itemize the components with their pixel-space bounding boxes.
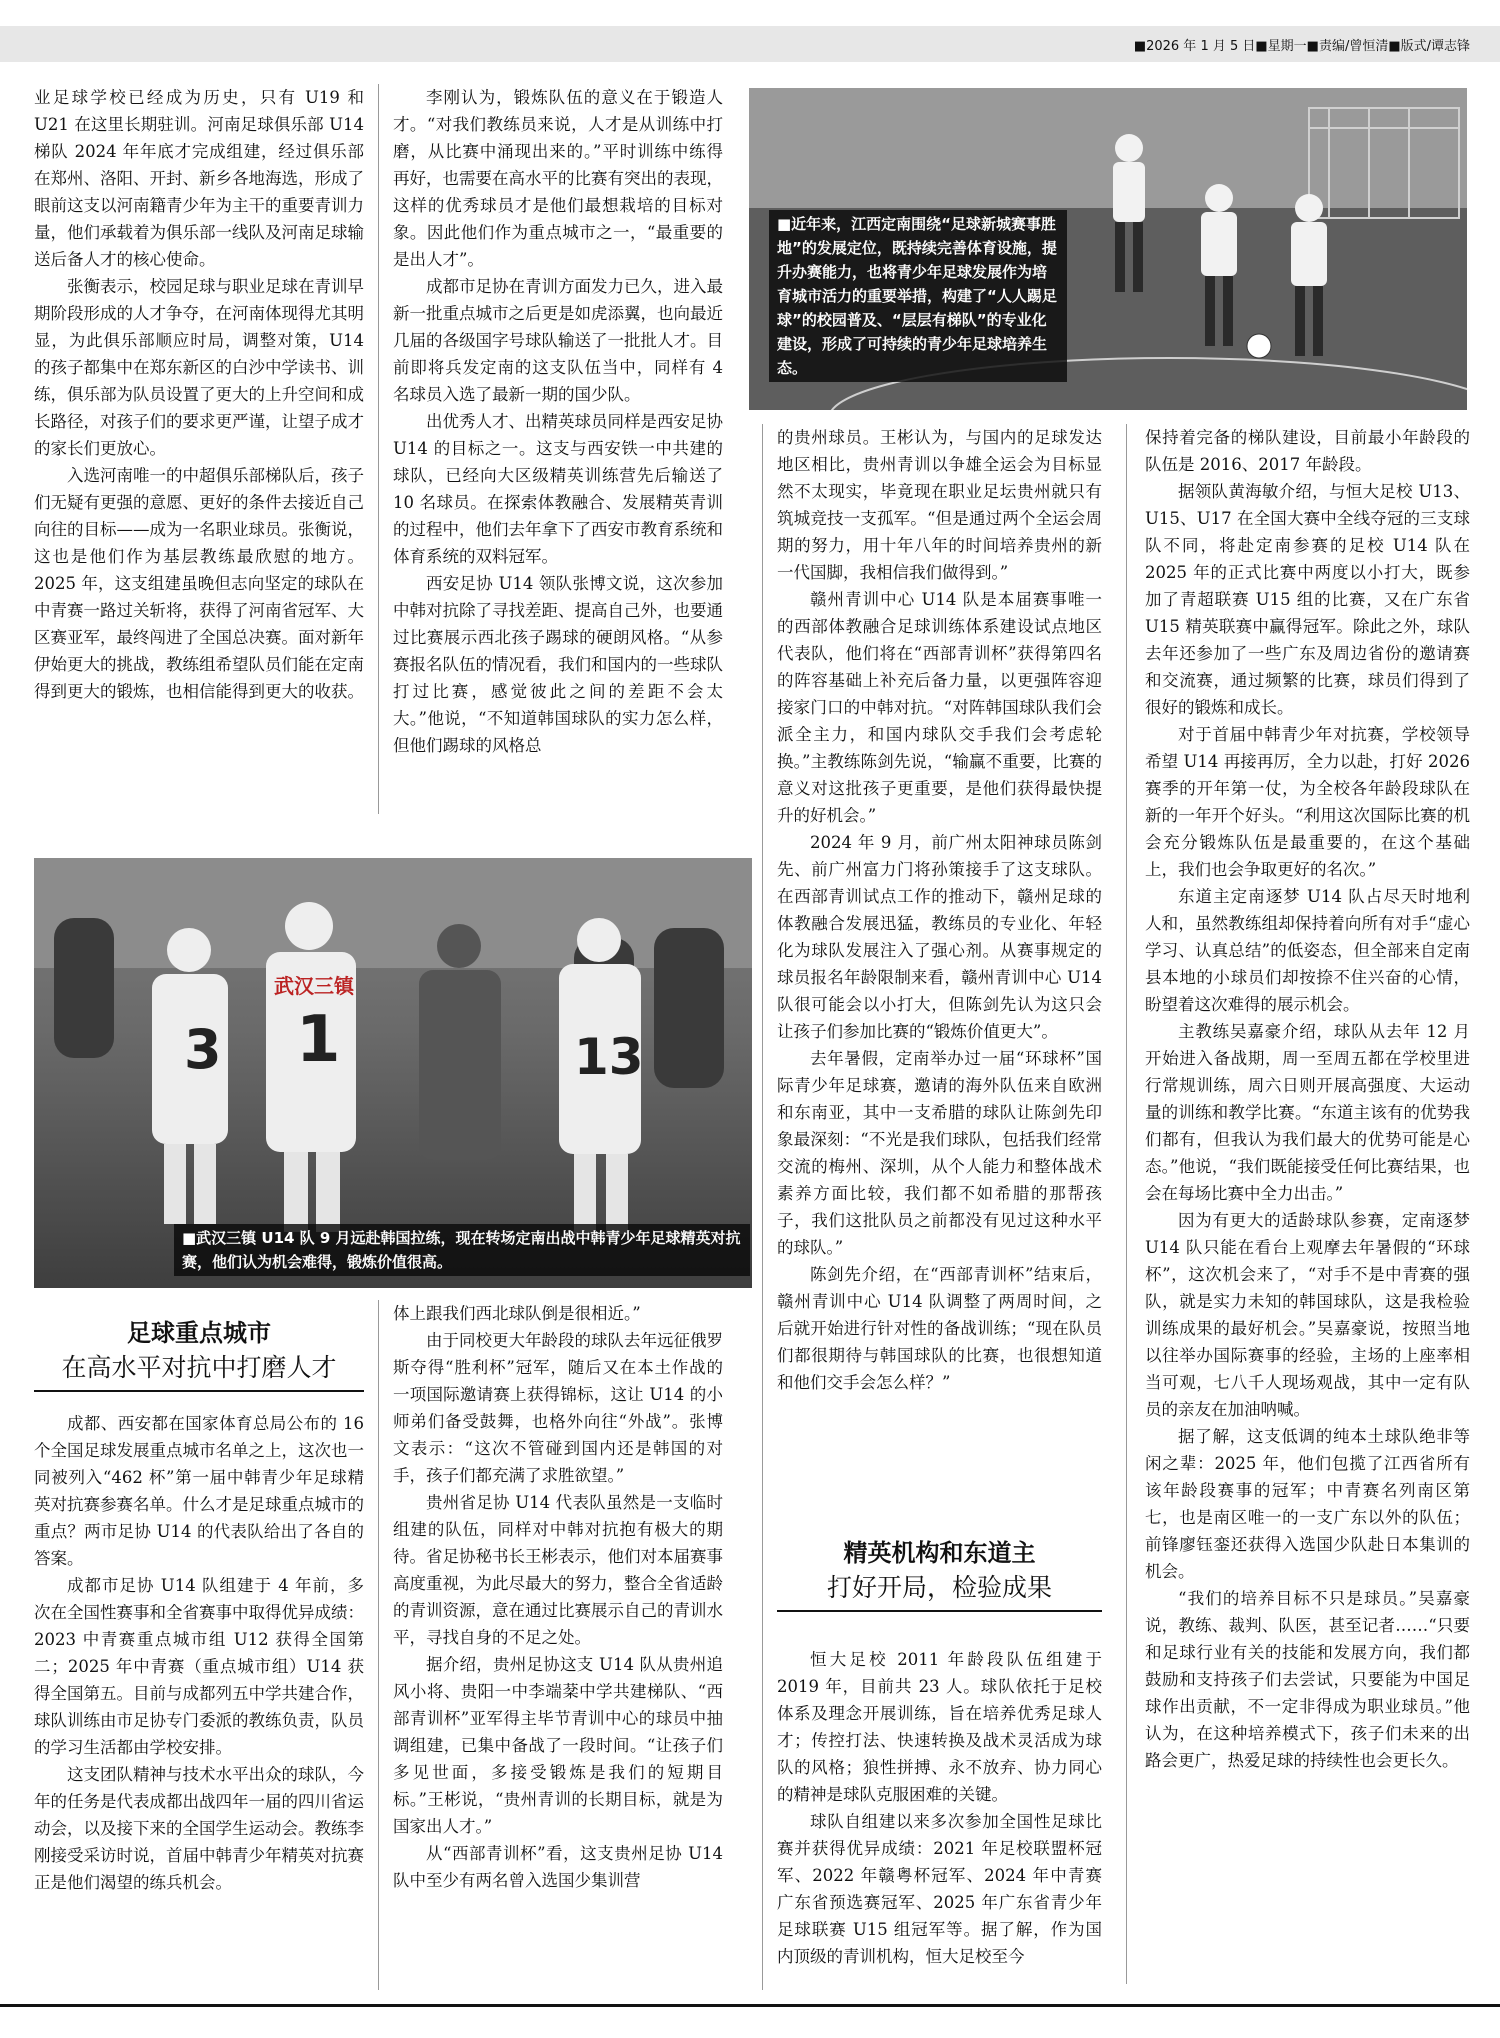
photo-caption-left: ■武汉三镇 U14 队 9 月远赴韩国拉练，现在转场定南出战中韩青少年足球精英对抗赛，他们认为机会难得，锻炼价值很高。 — [174, 1224, 750, 1276]
section-subtitle: 在高水平对抗中打磨人才 — [34, 1350, 364, 1392]
column-1-bottom — [34, 1410, 364, 1990]
column-2-top — [393, 84, 723, 824]
jersey-number-1: 1 — [296, 1003, 341, 1077]
section-title: 足球重点城市 — [127, 1319, 271, 1347]
paragraph: 陈剑先介绍，在“西部青训杯”结束后，赣州青训中心 U14 队调整了两周时间，之后就开始进行针对性的备战训练；“现在队员们都很期待与韩国球队的比赛，也很想知道和他们交手会怎么样？” — [777, 1265, 1102, 1392]
paragraph: 的贵州球员。王彬认为，与国内的足球发达地区相比，贵州青训以争雄全运会为目标显然不太现实，毕竟现在职业足坛贵州就只有筑城竞技一支孤军。“但是通过两个全运会周期的努力，用十年八年的时间培养贵州的新一代国脚，我相信我们做得到。” — [777, 428, 1102, 582]
paragraph: 对于首届中韩青少年对抗赛，学校领导希望 U14 再接再厉，全力以赴，打好 2026 赛季的开年第一仗，为全校各年龄段球队在新的一年开个好头。“利用这次国际比赛的机会充分锻炼队伍是最重要的，在这个基础上，我们也会争取更好的名次。” — [1145, 725, 1470, 879]
photo-wuhan-team — [34, 858, 752, 1288]
section-title: 精英机构和东道主 — [843, 1539, 1036, 1567]
column-4 — [1145, 424, 1470, 1990]
paragraph: 西安足协 U14 领队张博文说，这次参加中韩对抗除了寻找差距、提高自己外，也要通过比赛展示西北孩子踢球的硬朗风格。“从参赛报名队伍的情况看，我们和国内的一些球队打过比赛，感觉彼此之间的差距不会太大。”他说，“不知道韩国球队的实力怎么样，但他们踢球的风格总 — [393, 574, 723, 755]
paragraph: 出优秀人才、出精英球员同样是西安足协 U14 的目标之一。这支与西安铁一中共建的球队，已经向大区级精英训练营先后输送了 10 名球员。在探索体教融合、发展精英青训的过程中，他们去年拿下了西安市教育系统和体育系统的双料冠军。 — [393, 412, 723, 566]
paragraph: 成都市足协在青训方面发力已久，进入最新一批重点城市之后更是如虎添翼，也向最近几届的各级国字号球队输送了一批批人才。目前即将兵发定南的这支队伍当中，同样有 4 名球员入选了最新一期的国少队。 — [393, 277, 723, 404]
paragraph: 去年暑假，定南举办过一届“环球杯”国际青少年足球赛，邀请的海外队伍来自欧洲和东南亚，其中一支希腊的球队让陈剑先印象最深刻：“不光是我们球队，包括我们经常交流的梅州、深圳，从个人能力和整体战术素养方面比较，我们都不如希腊的那帮孩子，我们这批队员之前都没有见过这种水平的球队。” — [777, 1049, 1102, 1257]
paragraph: 主教练吴嘉豪介绍，球队从去年 12 月开始进入备战期，周一至周五都在学校里进行常规训练，周六日则开展高强度、大运动量的训练和教学比赛。“东道主该有的优势我们都有，但我认为我们最大的优势可能是心态。”他说，“我们既能接受任何比赛结果，也会在每场比赛中全力出击。” — [1145, 1022, 1470, 1203]
paragraph: 因为有更大的适龄球队参赛，定南逐梦 U14 队只能在看台上观摩去年暑假的“环球杯”，这次机会来了，“对手不是中青赛的强队，就是实力未知的韩国球队，这是我检验训练成果的最好机会。”吴嘉豪说，按照当地以往举办国际赛事的经验，主场的上座率相当可观，七八千人现场观战，其中一定有队员的亲友在加油呐喊。 — [1145, 1211, 1470, 1419]
paragraph: 据领队黄海敏介绍，与恒大足校 U13、U15、U17 在全国大赛中全线夺冠的三支球队不同，将赴定南参赛的足校 U14 队在 2025 年的正式比赛中两度以小打大，既参加了青超联赛 U15 组的比赛，又在广东省 U15 精英联赛中赢得冠军。除此之外，球队去年还参加了一些广东及周边省份的邀请赛和交流赛，通过频繁的比赛，球员们得到了很好的锻炼和成长。 — [1145, 482, 1470, 717]
paragraph: 李刚认为，锻炼队伍的意义在于锻造人才。“对我们教练员来说，人才是从训练中打磨，从比赛中涌现出来的。”平时训练中练得再好，也需要在高水平的比赛有突出的表现，这样的优秀球员才是他们最想栽培的目标对象。因此他们作为重点城市之一，“最重要的是出人才”。 — [393, 88, 723, 269]
section-heading-1 — [34, 1316, 364, 1392]
column-3-bottom — [777, 1646, 1102, 1990]
jersey-number-13: 13 — [574, 1028, 644, 1086]
paragraph: 从“西部青训杯”看，这支贵州足协 U14 队中至少有两名曾入选国少集训营 — [393, 1844, 723, 1890]
column-3 — [777, 424, 1102, 1586]
section-heading-2 — [777, 1536, 1102, 1612]
photo-youth-match — [749, 88, 1467, 410]
paragraph: “我们的培养目标不只是球员。”吴嘉豪说，教练、裁判、队医，甚至记者……“只要和足球行业有关的技能和发展方向，我们都鼓励和支持孩子们去尝试，只要能为中国足球作出贡献，不一定非得成为职业球员。”他认为，在这种培养模式下，孩子们未来的出路会更广，热爱足球的持续性也会更长久。 — [1145, 1589, 1470, 1770]
column-divider — [762, 424, 763, 1990]
column-divider — [1126, 424, 1127, 1984]
jersey-number-3: 3 — [184, 1018, 222, 1081]
paragraph: 入选河南唯一的中超俱乐部梯队后，孩子们无疑有更强的意愿、更好的条件去接近自己向往的目标——成为一名职业球员。张衡说，这也是他们作为基层教练最欣慰的地方。2025 年，这支组建虽晚但志向坚定的球队在中青赛一路过关斩将，获得了河南省冠军、大区赛亚军，最终闯进了全国总决赛。面对新年伊始更大的挑战，教练组希望队员们能在定南得到更大的锻炼，也相信能得到更大的收获。 — [34, 466, 364, 701]
column-1-top — [34, 84, 364, 824]
paragraph: 张衡表示，校园足球与职业足球在青训早期阶段形成的人才争夺，在河南体现得尤其明显，为此俱乐部顺应时局，调整对策，U14 的孩子都集中在郑东新区的白沙中学读书、训练，俱乐部为队员设置了更大的上升空间和成长路径，对孩子们的要求更严谨，让望子成才的家长们更放心。 — [34, 277, 364, 458]
paragraph: 贵州省足协 U14 代表队虽然是一支临时组建的队伍，同样对中韩对抗抱有极大的期待。省足协秘书长王彬表示，他们对本届赛事高度重视，为此尽最大的努力，整合全省适龄的青训资源，意在通过比赛展示自己的青训水平，寻找自身的不足之处。 — [393, 1493, 723, 1647]
column-divider — [378, 1300, 379, 1990]
column-divider — [378, 84, 379, 814]
paragraph: 成都市足协 U14 队组建于 4 年前，多次在全国性赛事和全省赛事中取得优异成绩：2023 中青赛重点城市组 U12 获得全国第二；2025 年中青赛（重点城市组）U14 获得全国第五。目前与成都列五中学共建合作，球队训练由市足协专门委派的教练负责，队员的学习生活都由学校安排。 — [34, 1576, 364, 1757]
paragraph: 据介绍，贵州足协这支 U14 队从贵州追风小将、贵阳一中李端棻中学共建梯队、“西部青训杯”亚军得主毕节青训中心的球员中抽调组建，已集中备战了一段时间。“让孩子们多见世面，多接受锻炼是我们的短期目标。”王彬说，“贵州青训的长期目标，就是为国家出人才。” — [393, 1655, 723, 1836]
masthead-bar — [0, 26, 1500, 62]
paragraph: 由于同校更大年龄段的球队去年远征俄罗斯夺得“胜利杯”冠军，随后又在本土作战的一项国际邀请赛上获得锦标，这让 U14 的小师弟们备受鼓舞，也格外向往“外战”。张博文表示：“这次不管碰到国内还是韩国的对手，孩子们都充满了求胜欲望。” — [393, 1331, 723, 1485]
bottom-rule — [0, 2004, 1500, 2007]
paragraph: 这支团队精神与技术水平出众的球队，今年的任务是代表成都出战四年一届的四川省运动会，以及接下来的全国学生运动会。教练李刚接受采访时说，首届中韩青少年精英对抗赛正是他们渴望的练兵机会。 — [34, 1765, 364, 1892]
section-subtitle: 打好开局，检验成果 — [777, 1570, 1102, 1612]
photo-caption-top: ■近年来，江西定南围绕“足球新城赛事胜地”的发展定位，既持续完善体育设施，提升办赛能力，也将青少年足球发展作为培育城市活力的重要举措，构建了“人人踢足球”的校园普及、“层层有梯队”的专业化建设，形成了可持续的青少年足球培养生态。 — [769, 210, 1067, 382]
paragraph: 东道主定南逐梦 U14 队占尽天时地利人和，虽然教练组却保持着向所有对手“虚心学习、认真总结”的低姿态，但全部来自定南县本地的小球员们却按捺不住兴奋的心情，盼望着这次难得的展示机会。 — [1145, 887, 1470, 1014]
jersey-text-1: 武汉三镇 — [274, 974, 354, 998]
paragraph: 体上跟我们西北球队倒是很相近。” — [393, 1304, 641, 1323]
paragraph: 据了解，这支低调的纯本土球队绝非等闲之辈：2025 年，他们包揽了江西省所有该年龄段赛事的冠军；中青赛名列南区第七，也是南区唯一的一支广东以外的队伍；前锋廖钰銮还获得入选国少队赴日本集训的机会。 — [1145, 1427, 1470, 1581]
paragraph: 赣州青训中心 U14 队是本届赛事唯一的西部体教融合足球训练体系建设试点地区代表队，他们将在“西部青训杯”获得第四名的阵容基础上补充后备力量，以更强阵容迎接家门口的中韩对抗。“对阵韩国球队我们会派全主力，和国内球队交手我们会考虑轮换。”主教练陈剑先说，“输赢不重要，比赛的意义对这批孩子更重要，是他们获得最快提升的好机会。” — [777, 590, 1102, 825]
issue-info: ■2026 年 1 月 5 日■星期一■责编/曾恒清■版式/谭志锋 — [1133, 39, 1470, 54]
column-2-bottom — [393, 1300, 723, 1990]
paragraph: 成都、西安都在国家体育总局公布的 16 个全国足球发展重点城市名单之上，这次也一同被列入“462 杯”第一届中韩青少年足球精英对抗赛参赛名单。什么才是足球重点城市的重点？两市足协 U14 的代表队给出了各自的答案。 — [34, 1414, 364, 1568]
paragraph: 球队自组建以来多次参加全国性足球比赛并获得优异成绩：2021 年足校联盟杯冠军、2022 年赣粤杯冠军、2024 年中青赛广东省预选赛冠军、2025 年广东省青少年足球联赛 U15 组冠军等。据了解，作为国内顶级的青训机构，恒大足校至今 — [777, 1812, 1102, 1966]
paragraph: 2024 年 9 月，前广州太阳神球员陈剑先、前广州富力门将孙策接手了这支球队。在西部青训试点工作的推动下，赣州足球的体教融合发展迅猛，教练员的专业化、年轻化为球队发展注入了强心剂。从赛事规定的球员报名年龄限制来看，赣州青训中心 U14 队很可能会以小打大，但陈剑先认为这只会让孩子们参加比赛的“锻炼价值更大”。 — [777, 833, 1102, 1041]
paragraph: 恒大足校 2011 年龄段队伍组建于 2019 年，目前共 23 人。球队依托于足校体系及理念开展训练，旨在培养优秀足球人才；传控打法、快速转换及战术灵活成为球队的风格；狼性拼搏、永不放弃、协力同心的精神是球队克服困难的关键。 — [777, 1650, 1102, 1804]
paragraph: 业足球学校已经成为历史，只有 U19 和 U21 在这里长期驻训。河南足球俱乐部 U14 梯队 2024 年年底才完成组建，经过俱乐部在郑州、洛阳、开封、新乡各地海选，形成了眼前这支以河南籍青少年为主干的重要青训力量，他们承载着为俱乐部一线队及河南足球输送后备人才的核心使命。 — [34, 88, 364, 269]
paragraph: 保持着完备的梯队建设，目前最小年龄段的队伍是 2016、2017 年龄段。 — [1145, 428, 1470, 474]
